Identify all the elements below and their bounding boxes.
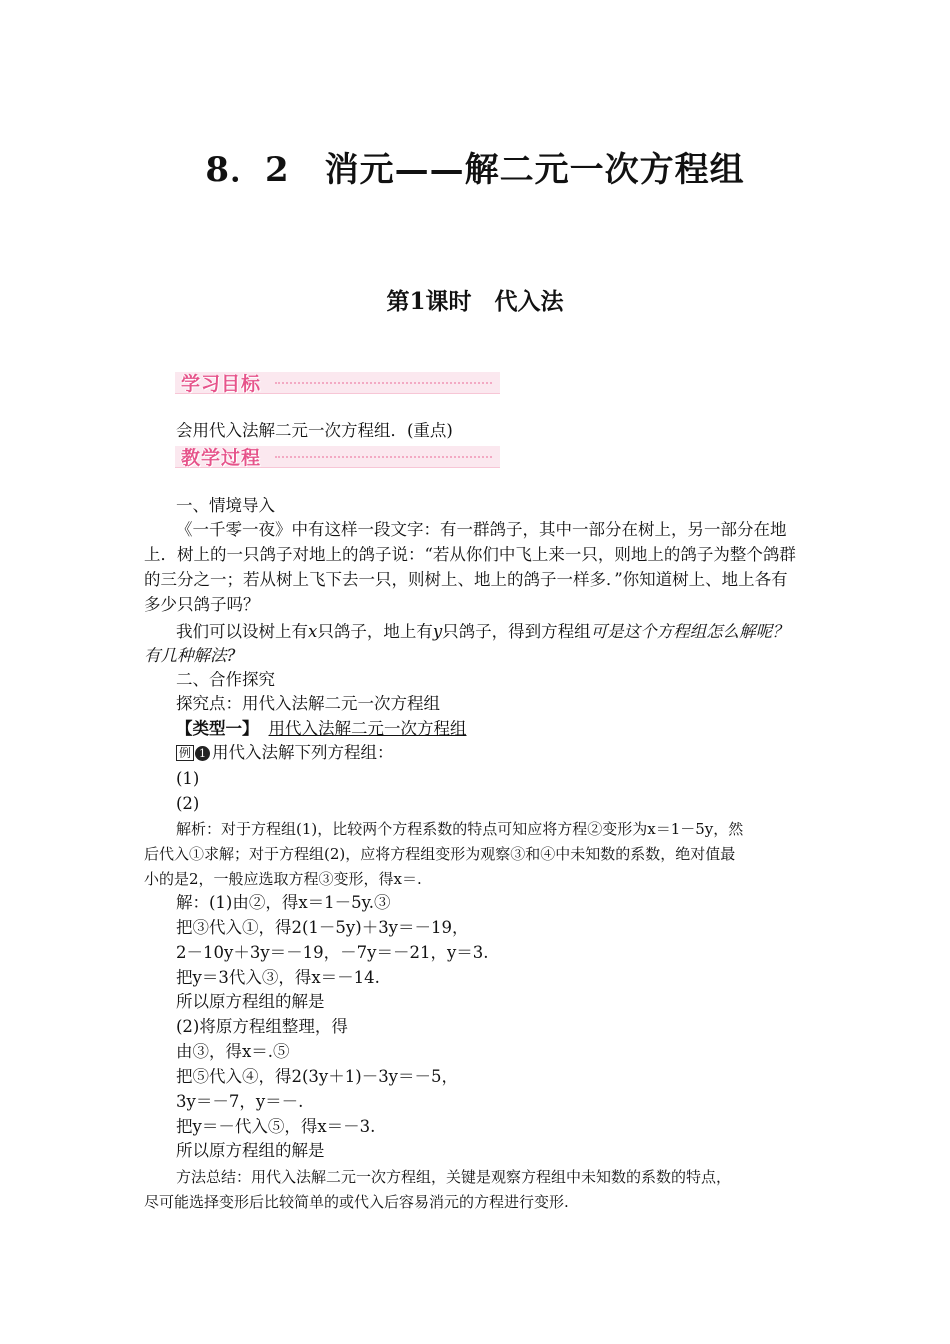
example-number: 1 bbox=[195, 746, 210, 761]
analysis-line: 后代入①求解；对于方程组(2)，应将方程组变形为观察③和④中未知数的系数，绝对值最 bbox=[144, 845, 736, 863]
part2-heading: 二、合作探究 bbox=[176, 670, 275, 689]
story-line: 的三分之一；若从树上飞下去一只，则树上、地上的鸽子一样多．”你知道树上、地上各有 bbox=[144, 570, 788, 589]
summary-line: 方法总结：用代入法解二元一次方程组，关键是观察方程组中未知数的系数的特点， bbox=[176, 1168, 732, 1186]
teaching-process-label: 教学过程 bbox=[181, 447, 262, 469]
story-line: 上．树上的一只鸽子对地上的鸽子说：“若从你们中飞上来一只，则地上的鸽子为整个鸽群 bbox=[144, 545, 796, 564]
setup-text-b: 只鸽子，地上有 bbox=[317, 622, 433, 641]
solution-line: 把⑤代入④，得2(3y＋1)－3y＝－5， bbox=[176, 1067, 459, 1086]
solution-line: 解：(1)由②，得x＝1－5y.③ bbox=[176, 893, 391, 912]
explore-point: 探究点：用代入法解二元一次方程组 bbox=[176, 694, 440, 713]
part1-heading: 一、情境导入 bbox=[176, 496, 275, 515]
solution-line: (2)将原方程组整理，得 bbox=[176, 1017, 348, 1036]
setup-text-a: 我们可以设树上有 bbox=[176, 622, 308, 641]
type-heading bbox=[176, 717, 467, 741]
type-title: 用代入法解二元一次方程组 bbox=[268, 719, 467, 738]
solution-line: 2－10y＋3y＝－19，－7y＝－21，y＝3. bbox=[176, 943, 489, 962]
example-badge: 例 bbox=[176, 745, 194, 761]
subproblem-2: (2) bbox=[176, 794, 200, 813]
story-line: 多少只鸽子吗？ bbox=[144, 595, 260, 614]
teaching-process-banner bbox=[175, 446, 500, 468]
example-text: 用代入法解下列方程组： bbox=[212, 743, 394, 762]
setup-question: 可是这个方程组怎么解呢？ bbox=[590, 622, 789, 641]
subproblem-1: (1) bbox=[176, 769, 200, 788]
page-title: 8．2 消元——解二元一次方程组 bbox=[205, 150, 745, 190]
setup-text-c: 只鸽子，得到方程组 bbox=[442, 622, 591, 641]
variable-x: x bbox=[308, 622, 318, 641]
solution-line: 3y＝－7，y＝－. bbox=[176, 1092, 304, 1111]
lesson-subtitle: 第1课时 代入法 bbox=[386, 288, 564, 315]
solution-line: 把y＝－代入⑤，得x＝－3. bbox=[176, 1117, 376, 1136]
setup-line bbox=[176, 620, 789, 644]
example-line bbox=[176, 741, 394, 765]
setup-question-cont: 有几种解法? bbox=[144, 646, 236, 665]
variable-y: y bbox=[432, 622, 443, 641]
solution-line: 由③，得x＝.⑤ bbox=[176, 1042, 290, 1061]
goal-text: 会用代入法解二元一次方程组．(重点) bbox=[176, 421, 453, 440]
analysis-line: 小的是2，一般应选取方程③变形，得x＝. bbox=[144, 870, 422, 888]
solution-line: 把③代入①，得2(1－5y)＋3y＝－19， bbox=[176, 918, 469, 937]
solution-line: 所以原方程组的解是 bbox=[176, 1141, 325, 1160]
learning-goal-banner bbox=[175, 372, 500, 394]
solution-line: 把y＝3代入③，得x＝－14. bbox=[176, 968, 380, 987]
learning-goal-label: 学习目标 bbox=[181, 373, 262, 395]
banner-dotted-line bbox=[275, 382, 492, 384]
solution-line: 所以原方程组的解是 bbox=[176, 992, 325, 1011]
story-line: 《一千零一夜》中有这样一段文字：有一群鸽子，其中一部分在树上，另一部分在地 bbox=[176, 520, 787, 539]
analysis-line: 解析：对于方程组(1)，比较两个方程系数的特点可知应将方程②变形为x＝1－5y，然 bbox=[176, 820, 744, 838]
summary-line: 尽可能选择变形后比较简单的或代入后容易消元的方程进行变形. bbox=[144, 1193, 569, 1211]
banner-dotted-line bbox=[275, 456, 492, 458]
type-label: 【类型一】 bbox=[176, 719, 259, 738]
